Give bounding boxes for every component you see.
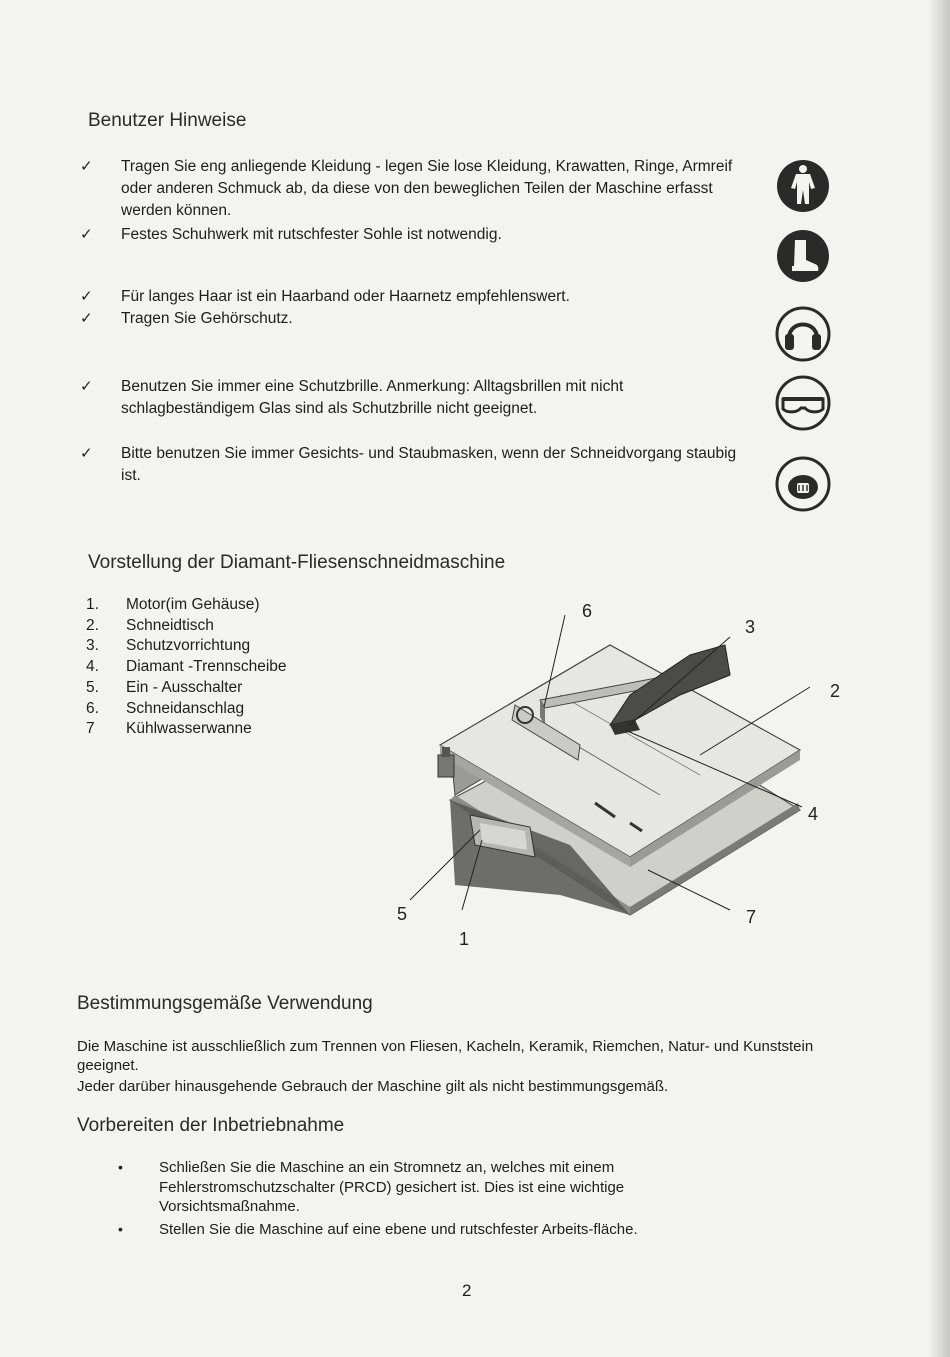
check-mark-icon: ✓ [80,445,93,462]
tile-cutter-illustration [330,595,850,955]
introduction-heading: Vorstellung der Diamant-Fliesenschneidmaschine [88,552,506,573]
dust-mask-icon [775,456,831,512]
intended-use-paragraph: Die Maschine ist ausschließlich zum Trennen von Fliesen, Kacheln, Keramik, Riemchen, Natur- und Kunststein geeignet. [77,1038,814,1074]
safety-goggles-icon [775,375,831,431]
list-item [118,1158,718,1217]
part-number: 3. [86,637,99,655]
check-mark-icon: ✓ [80,288,93,305]
user-notes-heading: Benutzer Hinweise [88,110,247,131]
check-item-text: Benutzen Sie immer eine Schutzbrille. Anmerkung: Alltagsbrillen mit nicht schlagbeständigem Glas sind als Schutzbrille nicht geeignet. [121,378,624,417]
list-item [86,719,287,740]
intended-use-paragraph: Jeder darüber hinausgehende Gebrauch der Maschine gilt als nicht bestimmungsgemäß. [77,1078,669,1095]
safety-boot-icon [775,228,831,284]
list-item [86,616,287,637]
list-item [86,636,287,657]
check-item [80,443,740,487]
callout-4: 4 [808,804,819,824]
part-label: Motor(im Gehäuse) [126,596,260,613]
part-number: 6. [86,699,99,717]
part-label: Kühlwasserwanne [126,720,252,738]
bullet-icon: • [118,1159,123,1175]
check-mark-icon: ✓ [80,378,93,395]
bullet-text: Stellen Sie die Maschine auf eine ebene und rutschfester Arbeits-fläche. [159,1221,638,1238]
check-item [80,286,740,308]
list-item [86,678,287,699]
bullet-icon: • [118,1221,123,1237]
callout-7: 7 [746,907,757,927]
part-number: 5. [86,678,99,696]
part-number: 7 [86,720,95,738]
list-item [86,595,287,616]
check-item [80,308,740,330]
check-item-text: Für langes Haar ist ein Haarband oder Haarnetz empfehlenswert. [121,288,570,305]
part-number: 1. [86,596,99,613]
list-item [118,1220,718,1240]
page-edge-shadow [928,0,950,1357]
part-label: Diamant -Trennscheibe [126,658,287,676]
check-item [80,156,740,222]
intended-use-heading: Bestimmungsgemäße Verwendung [77,993,373,1014]
callout-6: 6 [582,601,593,621]
check-item-text: Bitte benutzen Sie immer Gesichts- und Staubmasken, wenn der Schneidvorgang staubig ist. [121,445,737,484]
ear-protection-icon [775,306,831,362]
part-label: Ein - Ausschalter [126,678,243,696]
bullet-text: Schließen Sie die Maschine an ein Stromnetz an, welches mit einem Fehlerstromschutzschalter (PRCD) gesichert ist. Dies ist eine wichtige Vorsichtsmaßnahme. [159,1159,625,1215]
list-item [86,699,287,720]
page-number: 2 [462,1281,472,1300]
protective-clothing-icon [775,158,831,214]
list-item [86,657,287,678]
callout-1: 1 [459,929,470,949]
part-label: Schneidtisch [126,616,214,634]
part-label: Schutzvorrichtung [126,637,251,655]
preparation-heading: Vorbereiten der Inbetriebnahme [77,1115,345,1136]
check-mark-icon: ✓ [80,310,93,327]
check-item-text: Tragen Sie eng anliegende Kleidung - legen Sie lose Kleidung, Krawatten, Ringe, Armreif oder anderen Schmuck ab, da diese von den beweglichen Teilen der Maschine erfasst werden können. [121,158,733,219]
check-item [80,376,740,420]
check-mark-icon: ✓ [80,158,93,175]
check-item-text: Festes Schuhwerk mit rutschfester Sohle ist notwendig. [121,226,502,243]
callout-2: 2 [830,681,841,701]
check-mark-icon: ✓ [80,226,93,243]
part-number: 4. [86,658,99,676]
parts-list [86,595,287,740]
callout-5: 5 [397,904,408,924]
check-item [80,224,740,246]
check-item-text: Tragen Sie Gehörschutz. [121,310,293,327]
callout-3: 3 [745,617,756,637]
part-label: Schneidanschlag [126,699,245,717]
part-number: 2. [86,616,99,634]
